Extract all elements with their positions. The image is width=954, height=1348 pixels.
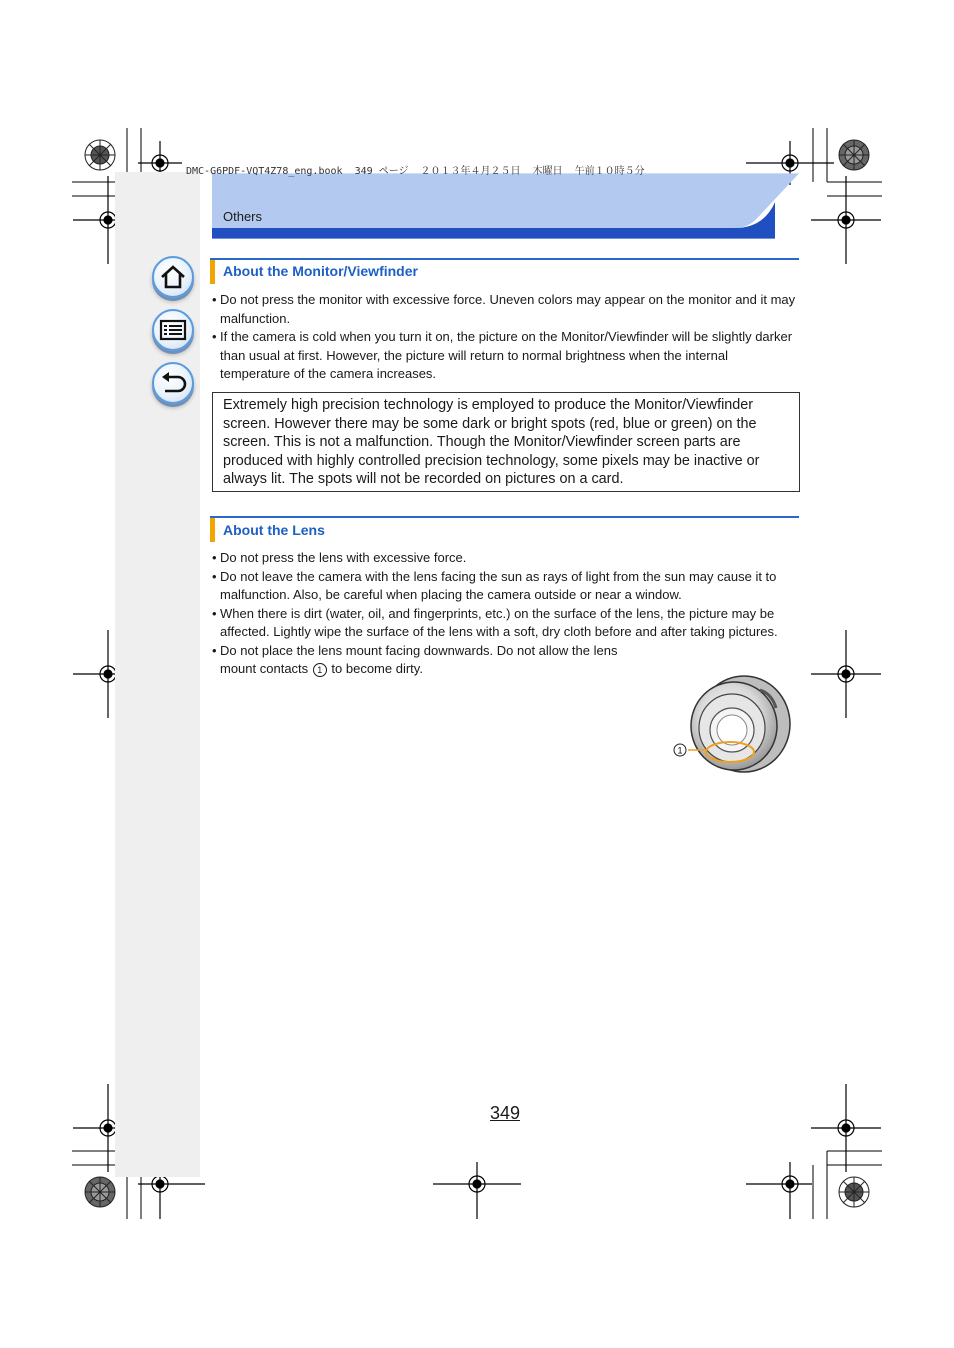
menu-list-button[interactable] (152, 309, 194, 351)
list-item: • Do not press the lens with excessive force. (210, 549, 800, 568)
section-label: Others (223, 209, 263, 224)
section-tab-marker (210, 518, 215, 542)
section-title-monitor: About the Monitor/Viewfinder (223, 263, 418, 279)
lens-mount-text: Do not place the lens mount facing downwards. Do not allow the lens mount contacts (220, 642, 618, 676)
section-title-lens: About the Lens (223, 522, 325, 538)
section-rule (210, 258, 799, 260)
home-icon (159, 264, 187, 290)
lens-mount-text-end: to become dirty. (331, 661, 423, 676)
section-tab-marker (210, 260, 215, 284)
header-band (212, 172, 799, 240)
back-arrow-icon (159, 371, 187, 395)
home-button[interactable] (152, 256, 194, 298)
page-number[interactable]: 349 (490, 1103, 521, 1123)
list-item: • Do not leave the camera with the lens facing the sun as rays of light from the sun may cause it to malfunction. Also, be careful when placing the camera outside or near a window. (210, 568, 800, 605)
callout-marker: 1 (313, 663, 327, 677)
section-rule (210, 516, 799, 518)
list-item: • Do not press the monitor with excessive force. Uneven colors may appear on the monitor and it may malfunction. (210, 291, 800, 328)
back-button[interactable] (152, 362, 194, 404)
list-item: • If the camera is cold when you turn it on, the picture on the Monitor/Viewfinder will be slightly darker than usual at first. However, the picture will return to normal brightness when the internal temperature of the camera increases. (210, 328, 800, 384)
file-info-line: DMC-G6PDF-VQT4Z78_eng.book 349 ページ ２０１３年４月２５日 木曜日 午前１０時５分 (186, 166, 645, 177)
lens-bullet-list (210, 549, 800, 679)
lens-callout-number: 1 (677, 745, 683, 756)
menu-list-icon (159, 319, 187, 341)
list-item: • When there is dirt (water, oil, and fingerprints, etc.) on the surface of the lens, the picture may be affected. Lightly wipe the surface of the lens with a soft, dry cloth before and after taking pictures. (210, 605, 800, 642)
lens-illustration (670, 668, 800, 778)
note-box: Extremely high precision technology is employed to produce the Monitor/Viewfinder screen. However there may be some dark or bright spots (red, blue or green) on the screen. This is not a malfunction. Though the Monitor/Viewfinder screen parts are produced with highly controlled precision technology, some pixels may be inactive or always lit. The spots will not be recorded on pictures on a card. (212, 392, 800, 492)
monitor-bullet-list (210, 291, 800, 384)
